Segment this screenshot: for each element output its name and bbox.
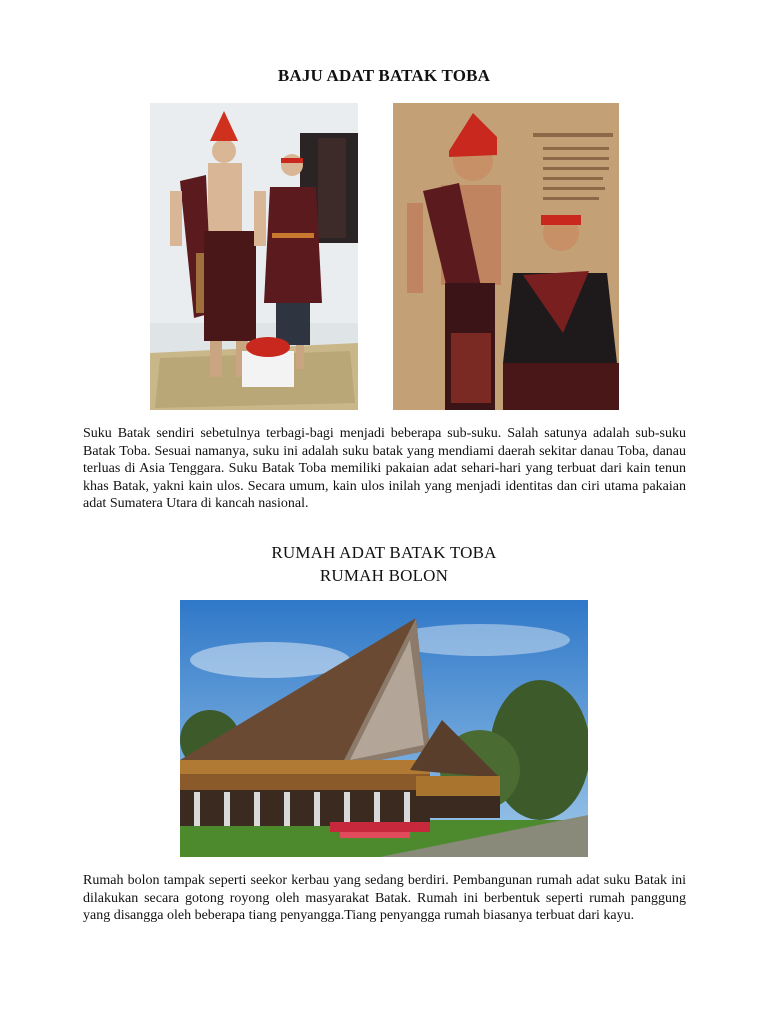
photo-couple-traditional-attire <box>393 103 619 410</box>
photo-mannequins-traditional-attire <box>150 103 358 410</box>
paragraph-clothing: Suku Batak sendiri sebetulnya terbagi-bagi menjadi beberapa sub-suku. Salah satunya adalah sub-suku Batak Toba. Sesuai namanya, suku ini adalah suku batak yang mendiami daerah sekitar danau Toba, danau terluas di Asia Tenggara. Suku Batak Toba memiliki pakaian adat sehari-hari yang terbuat dari kain tenun khas Batak, yakni kain ulos. Secara umum, kain ulos inilah yang menjadi identitas dan ciri utama pakaian adat Sumatera Utara di kancah nasional. <box>83 426 686 511</box>
heading-clothing: BAJU ADAT BATAK TOBA <box>277 66 491 85</box>
heading-house-line2: RUMAH BOLON <box>319 566 449 585</box>
heading-house-line1: RUMAH ADAT BATAK TOBA <box>271 543 497 562</box>
paragraph-house: Rumah bolon tampak seperti seekor kerbau yang sedang berdiri. Pembangunan rumah adat suku Batak ini dilakukan secara gotong royong oleh masyarakat Batak. Rumah ini berbentuk seperti rumah panggung yang disangga oleh beberapa tiang penyangga.Tiang penyangga rumah biasanya terbuat dari kayu. <box>83 873 686 923</box>
photo-rumah-bolon <box>180 600 588 857</box>
